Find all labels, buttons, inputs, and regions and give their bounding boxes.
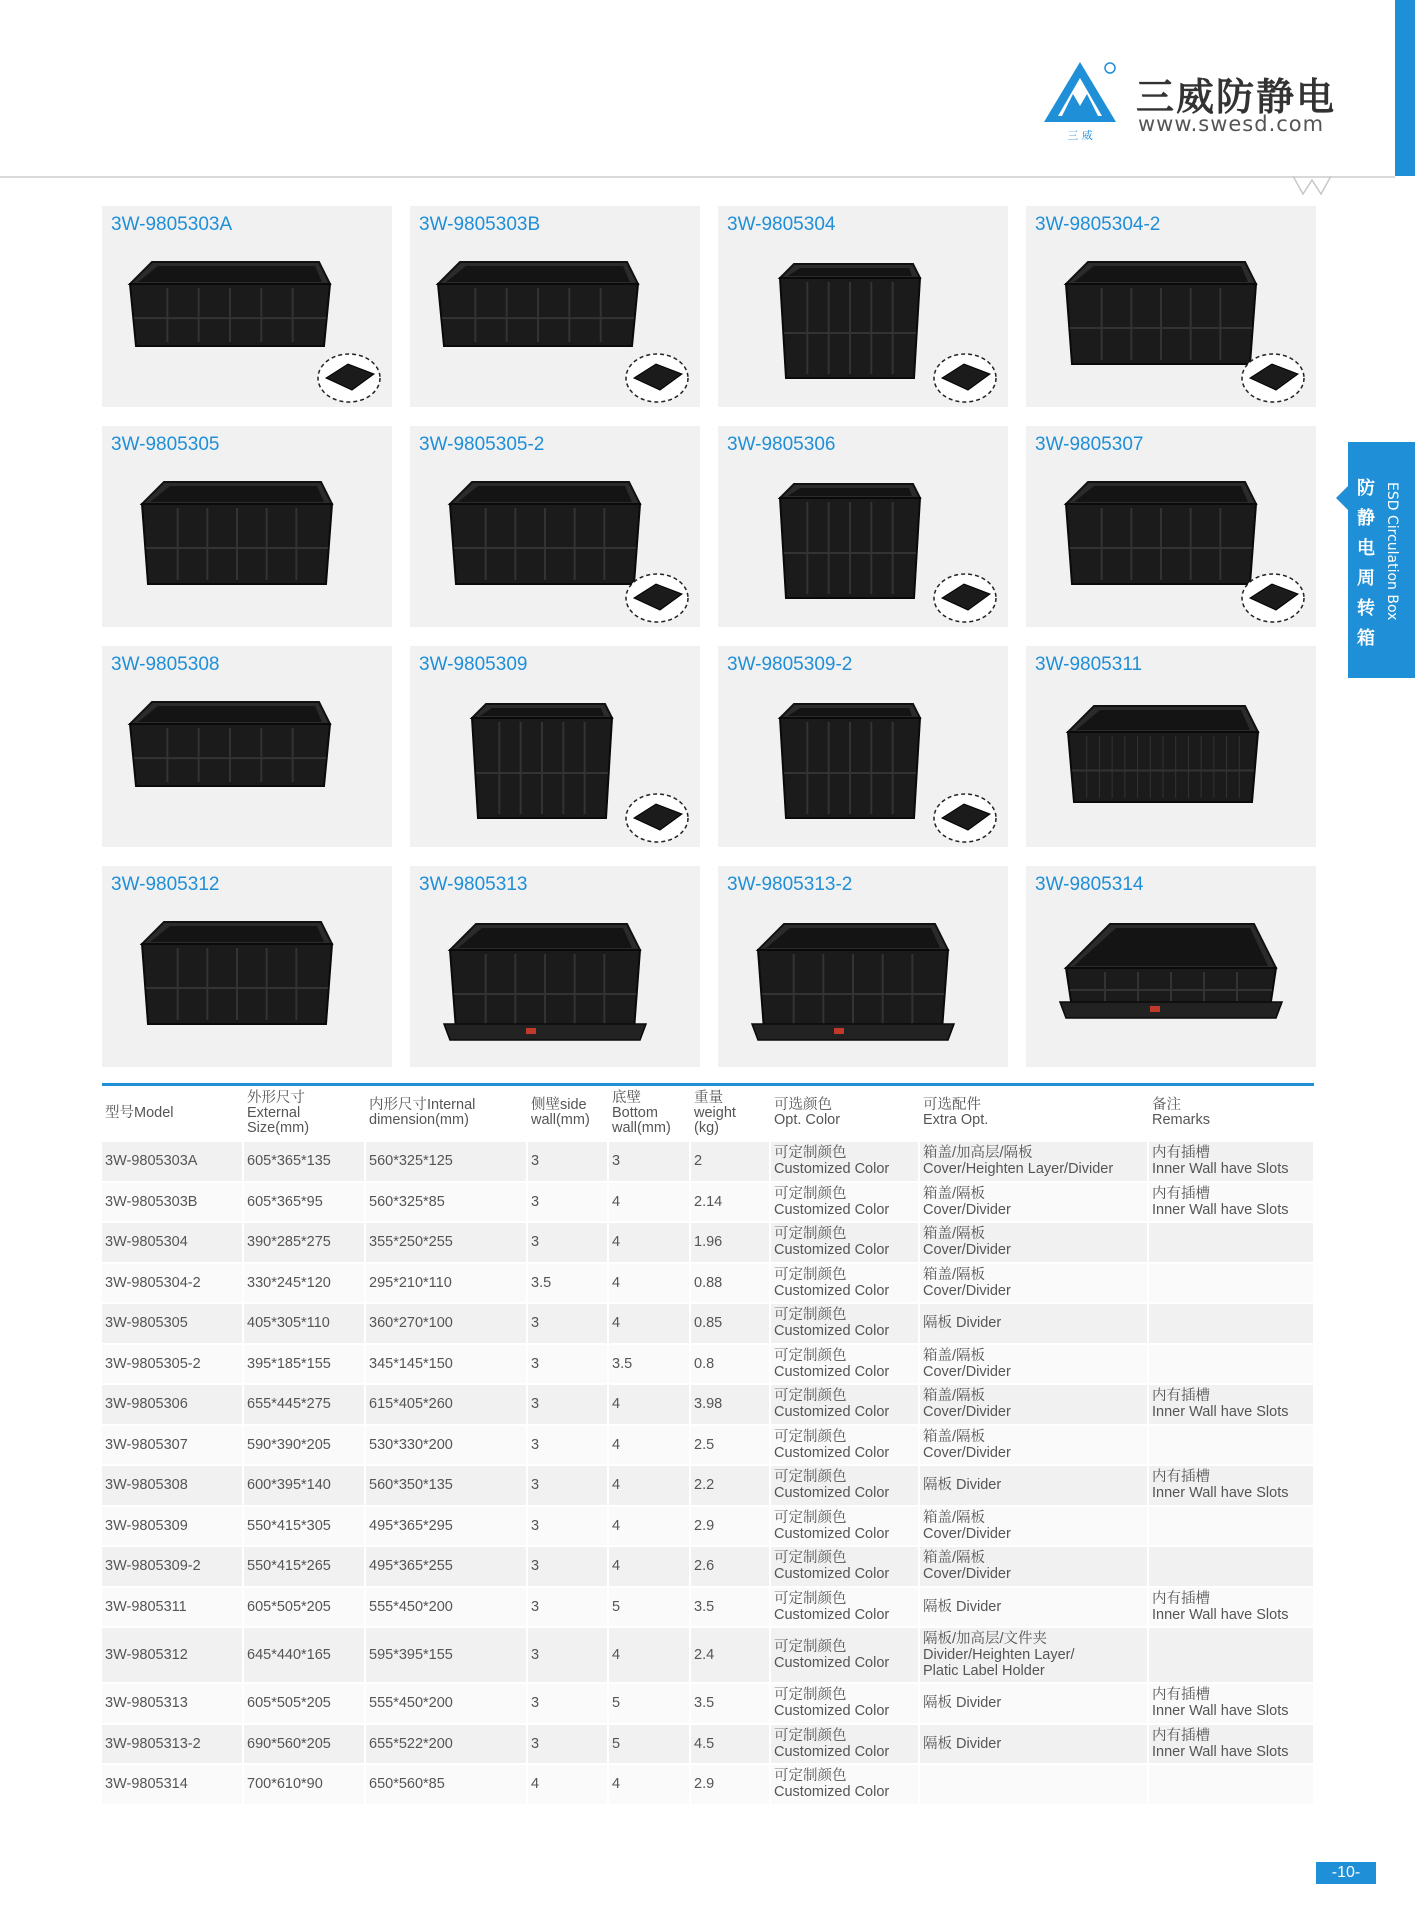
cell-remarks [1148,1222,1314,1263]
product-tile [102,646,392,847]
product-model-label: 3W-9805311 [1035,654,1143,675]
product-box-image [718,646,1008,847]
cell-internal: 360*270*100 [365,1303,527,1344]
cell-extra: 隔板 Divider [919,1465,1148,1506]
cell-bottom-wall: 4 [608,1384,690,1425]
table-row [102,1425,1314,1466]
cell-color: 可定制颜色 Customized Color [770,1182,919,1223]
cell-internal: 560*325*125 [365,1141,527,1182]
cell-internal: 555*450*200 [365,1683,527,1724]
cell-color: 可定制颜色 Customized Color [770,1627,919,1683]
product-model-label: 3W-9805309-2 [727,654,853,675]
table-row [102,1384,1314,1425]
cell-extra: 箱盖/加高层/隔板 Cover/Heighten Layer/Divider [919,1141,1148,1182]
cell-side-wall: 3 [527,1303,608,1344]
brand-url[interactable]: www.swesd.com [1138,112,1325,136]
cell-model: 3W-9805308 [102,1465,243,1506]
table-row [102,1627,1314,1683]
cell-bottom-wall: 4 [608,1627,690,1683]
th-internal: 内形尺寸Internal dimension(mm) [365,1086,527,1141]
cell-internal: 650*560*85 [365,1764,527,1805]
th-weight: 重量 weight (kg) [690,1086,770,1141]
product-tile [410,866,700,1067]
cell-external: 605*505*205 [243,1587,365,1628]
brand-name: 三威防静电 [1136,75,1337,119]
product-tile [102,206,392,407]
product-tile [102,866,392,1067]
product-box-image [718,206,1008,407]
header-notch [1293,176,1331,198]
cell-external: 550*415*305 [243,1506,365,1547]
cell-bottom-wall: 4 [608,1506,690,1547]
cell-side-wall: 3 [527,1425,608,1466]
cell-side-wall: 3 [527,1627,608,1683]
cell-remarks: 内有插槽 Inner Wall have Slots [1148,1587,1314,1628]
cell-model: 3W-9805312 [102,1627,243,1683]
cell-remarks: 内有插槽 Inner Wall have Slots [1148,1683,1314,1724]
product-tile [1026,646,1316,847]
cell-extra: 箱盖/隔板 Cover/Divider [919,1344,1148,1385]
cell-model: 3W-9805309 [102,1506,243,1547]
cell-remarks [1148,1263,1314,1304]
cell-bottom-wall: 4 [608,1425,690,1466]
cell-extra: 隔板 Divider [919,1303,1148,1344]
cell-bottom-wall: 5 [608,1587,690,1628]
cell-internal: 355*250*255 [365,1222,527,1263]
cell-side-wall: 3 [527,1724,608,1765]
cell-internal: 560*350*135 [365,1465,527,1506]
cell-model: 3W-9805304 [102,1222,243,1263]
cell-color: 可定制颜色 Customized Color [770,1506,919,1547]
product-model-label: 3W-9805307 [1035,434,1144,455]
table-row [102,1465,1314,1506]
cell-side-wall: 3 [527,1344,608,1385]
table-row [102,1222,1314,1263]
table-row [102,1344,1314,1385]
th-side-wall: 侧壁side wall(mm) [527,1086,608,1141]
cell-weight: 3.5 [690,1587,770,1628]
table-row [102,1263,1314,1304]
cell-weight: 2.14 [690,1182,770,1223]
cell-extra: 箱盖/隔板 Cover/Divider [919,1263,1148,1304]
cell-external: 390*285*275 [243,1222,365,1263]
product-model-label: 3W-9805304-2 [1035,214,1161,235]
cell-side-wall: 3 [527,1683,608,1724]
cell-side-wall: 3 [527,1506,608,1547]
cell-weight: 4.5 [690,1724,770,1765]
cell-side-wall: 3 [527,1182,608,1223]
cell-external: 645*440*165 [243,1627,365,1683]
cell-remarks [1148,1425,1314,1466]
spec-table [102,1086,1315,1806]
product-tile [410,646,700,847]
product-box-image [102,426,392,627]
th-remarks: 备注 Remarks [1148,1086,1314,1141]
product-tile [410,206,700,407]
table-row [102,1724,1314,1765]
product-model-label: 3W-9805303A [111,214,233,235]
cell-bottom-wall: 4 [608,1182,690,1223]
product-tile [718,866,1008,1067]
cell-internal: 345*145*150 [365,1344,527,1385]
table-row [102,1587,1314,1628]
product-model-label: 3W-9805313 [419,874,528,895]
cell-weight: 0.85 [690,1303,770,1344]
cell-bottom-wall: 4 [608,1465,690,1506]
th-external: 外形尺寸 External Size(mm) [243,1086,365,1141]
cell-remarks: 内有插槽 Inner Wall have Slots [1148,1141,1314,1182]
cell-bottom-wall: 4 [608,1303,690,1344]
cell-internal: 595*395*155 [365,1627,527,1683]
product-tile [1026,206,1316,407]
cell-remarks: 内有插槽 Inner Wall have Slots [1148,1384,1314,1425]
cell-side-wall: 3 [527,1384,608,1425]
cell-bottom-wall: 4 [608,1546,690,1587]
product-box-image [1026,426,1316,627]
cell-model: 3W-9805307 [102,1425,243,1466]
cell-bottom-wall: 3 [608,1141,690,1182]
brand-logo [1040,58,1120,143]
cell-color: 可定制颜色 Customized Color [770,1263,919,1304]
side-tab-en: ESD Circulation Box [1384,482,1400,621]
page-number: -10- [1316,1862,1376,1884]
spec-table-body [102,1141,1314,1805]
th-color: 可选颜色 Opt. Color [770,1086,919,1141]
cell-color: 可定制颜色 Customized Color [770,1683,919,1724]
cell-model: 3W-9805304-2 [102,1263,243,1304]
cell-model: 3W-9805303A [102,1141,243,1182]
cell-weight: 2.4 [690,1627,770,1683]
cell-weight: 0.88 [690,1263,770,1304]
cell-external: 605*365*95 [243,1182,365,1223]
cell-model: 3W-9805313-2 [102,1724,243,1765]
cell-extra: 隔板/加高层/文件夹 Divider/Heighten Layer/ Platic Label Holder [919,1627,1148,1683]
cell-side-wall: 3 [527,1546,608,1587]
product-box-image [410,866,700,1067]
product-tile [102,426,392,627]
cell-color: 可定制颜色 Customized Color [770,1303,919,1344]
cell-extra: 箱盖/隔板 Cover/Divider [919,1425,1148,1466]
cell-external: 605*365*135 [243,1141,365,1182]
cell-weight: 2 [690,1141,770,1182]
product-model-label: 3W-9805309 [419,654,528,675]
table-row [102,1546,1314,1587]
spec-table-section [102,1083,1314,1806]
product-box-image [410,426,700,627]
cell-color: 可定制颜色 Customized Color [770,1384,919,1425]
cell-external: 330*245*120 [243,1263,365,1304]
cell-bottom-wall: 4 [608,1764,690,1805]
cell-color: 可定制颜色 Customized Color [770,1465,919,1506]
cell-side-wall: 3.5 [527,1263,608,1304]
cell-external: 405*305*110 [243,1303,365,1344]
cell-internal: 615*405*260 [365,1384,527,1425]
product-model-label: 3W-9805303B [419,214,541,235]
product-box-image [102,646,392,847]
cell-model: 3W-9805309-2 [102,1546,243,1587]
product-box-image [102,866,392,1067]
product-box-image [718,426,1008,627]
cell-internal: 495*365*295 [365,1506,527,1547]
cell-color: 可定制颜色 Customized Color [770,1764,919,1805]
th-model: 型号Model [102,1086,243,1141]
cell-model: 3W-9805303B [102,1182,243,1223]
table-row [102,1182,1314,1223]
cell-remarks [1148,1506,1314,1547]
side-tab-zh: 防静电周转箱 [1357,478,1375,649]
product-tile [410,426,700,627]
cell-remarks [1148,1627,1314,1683]
cell-color: 可定制颜色 Customized Color [770,1222,919,1263]
cell-model: 3W-9805305-2 [102,1344,243,1385]
cell-external: 700*610*90 [243,1764,365,1805]
cell-remarks: 内有插槽 Inner Wall have Slots [1148,1724,1314,1765]
cell-external: 690*560*205 [243,1724,365,1765]
cell-extra: 箱盖/隔板 Cover/Divider [919,1546,1148,1587]
cell-weight: 2.9 [690,1764,770,1805]
cell-internal: 530*330*200 [365,1425,527,1466]
cell-weight: 3.98 [690,1384,770,1425]
cell-remarks [1148,1344,1314,1385]
th-bottom-wall: 底壁 Bottom wall(mm) [608,1086,690,1141]
product-model-label: 3W-9805313-2 [727,874,853,895]
cell-extra: 箱盖/隔板 Cover/Divider [919,1506,1148,1547]
cell-internal: 655*522*200 [365,1724,527,1765]
cell-model: 3W-9805306 [102,1384,243,1425]
logo-caption: 三 威 [1067,129,1093,142]
cell-extra: 隔板 Divider [919,1587,1148,1628]
product-tile [1026,426,1316,627]
cell-extra: 箱盖/隔板 Cover/Divider [919,1222,1148,1263]
cell-bottom-wall: 3.5 [608,1344,690,1385]
cell-extra: 隔板 Divider [919,1724,1148,1765]
product-model-label: 3W-9805305 [111,434,220,455]
product-box-image [1026,206,1316,407]
cell-model: 3W-9805305 [102,1303,243,1344]
cell-weight: 2.6 [690,1546,770,1587]
side-tab [1348,442,1415,678]
product-tile [718,646,1008,847]
cell-model: 3W-9805311 [102,1587,243,1628]
table-row [102,1141,1314,1182]
cell-weight: 2.9 [690,1506,770,1547]
cell-color: 可定制颜色 Customized Color [770,1724,919,1765]
cell-weight: 1.96 [690,1222,770,1263]
product-grid [102,206,1314,1068]
cell-side-wall: 3 [527,1141,608,1182]
cell-color: 可定制颜色 Customized Color [770,1587,919,1628]
cell-remarks [1148,1546,1314,1587]
cell-model: 3W-9805314 [102,1764,243,1805]
cell-bottom-wall: 5 [608,1724,690,1765]
table-row [102,1303,1314,1344]
cell-side-wall: 3 [527,1587,608,1628]
cell-remarks: 内有插槽 Inner Wall have Slots [1148,1182,1314,1223]
product-model-label: 3W-9805304 [727,214,836,235]
cell-color: 可定制颜色 Customized Color [770,1546,919,1587]
cell-color: 可定制颜色 Customized Color [770,1344,919,1385]
cell-external: 395*185*155 [243,1344,365,1385]
top-accent-bar [1395,0,1415,176]
cell-extra [919,1764,1148,1805]
cell-internal: 560*325*85 [365,1182,527,1223]
cell-extra: 箱盖/隔板 Cover/Divider [919,1182,1148,1223]
product-box-image [1026,866,1316,1067]
cell-color: 可定制颜色 Customized Color [770,1425,919,1466]
product-box-image [102,206,392,407]
table-row [102,1506,1314,1547]
cell-remarks [1148,1303,1314,1344]
cell-internal: 555*450*200 [365,1587,527,1628]
cell-remarks [1148,1764,1314,1805]
cell-external: 550*415*265 [243,1546,365,1587]
cell-bottom-wall: 4 [608,1222,690,1263]
table-header-row [102,1086,1314,1141]
table-row [102,1683,1314,1724]
product-tile [718,426,1008,627]
table-row [102,1764,1314,1805]
product-model-label: 3W-9805305-2 [419,434,545,455]
product-tile [1026,866,1316,1067]
cell-weight: 2.2 [690,1465,770,1506]
th-extra: 可选配件 Extra Opt. [919,1086,1148,1141]
cell-external: 655*445*275 [243,1384,365,1425]
product-box-image [718,866,1008,1067]
cell-internal: 295*210*110 [365,1263,527,1304]
product-box-image [410,646,700,847]
product-model-label: 3W-9805308 [111,654,220,675]
cell-model: 3W-9805313 [102,1683,243,1724]
product-model-label: 3W-9805306 [727,434,836,455]
cell-external: 600*395*140 [243,1465,365,1506]
product-tile [718,206,1008,407]
cell-bottom-wall: 4 [608,1263,690,1304]
cell-weight: 2.5 [690,1425,770,1466]
cell-extra: 隔板 Divider [919,1683,1148,1724]
side-tab-arrow [1336,486,1348,510]
cell-internal: 495*365*255 [365,1546,527,1587]
product-model-label: 3W-9805314 [1035,874,1144,895]
cell-side-wall: 4 [527,1764,608,1805]
cell-side-wall: 3 [527,1222,608,1263]
cell-external: 590*390*205 [243,1425,365,1466]
cell-side-wall: 3 [527,1465,608,1506]
cell-weight: 3.5 [690,1683,770,1724]
product-box-image [1026,646,1316,847]
cell-extra: 箱盖/隔板 Cover/Divider [919,1384,1148,1425]
cell-weight: 0.8 [690,1344,770,1385]
product-box-image [410,206,700,407]
cell-color: 可定制颜色 Customized Color [770,1141,919,1182]
header-divider [0,176,1395,178]
cell-remarks: 内有插槽 Inner Wall have Slots [1148,1465,1314,1506]
cell-external: 605*505*205 [243,1683,365,1724]
product-model-label: 3W-9805312 [111,874,220,895]
cell-bottom-wall: 5 [608,1683,690,1724]
